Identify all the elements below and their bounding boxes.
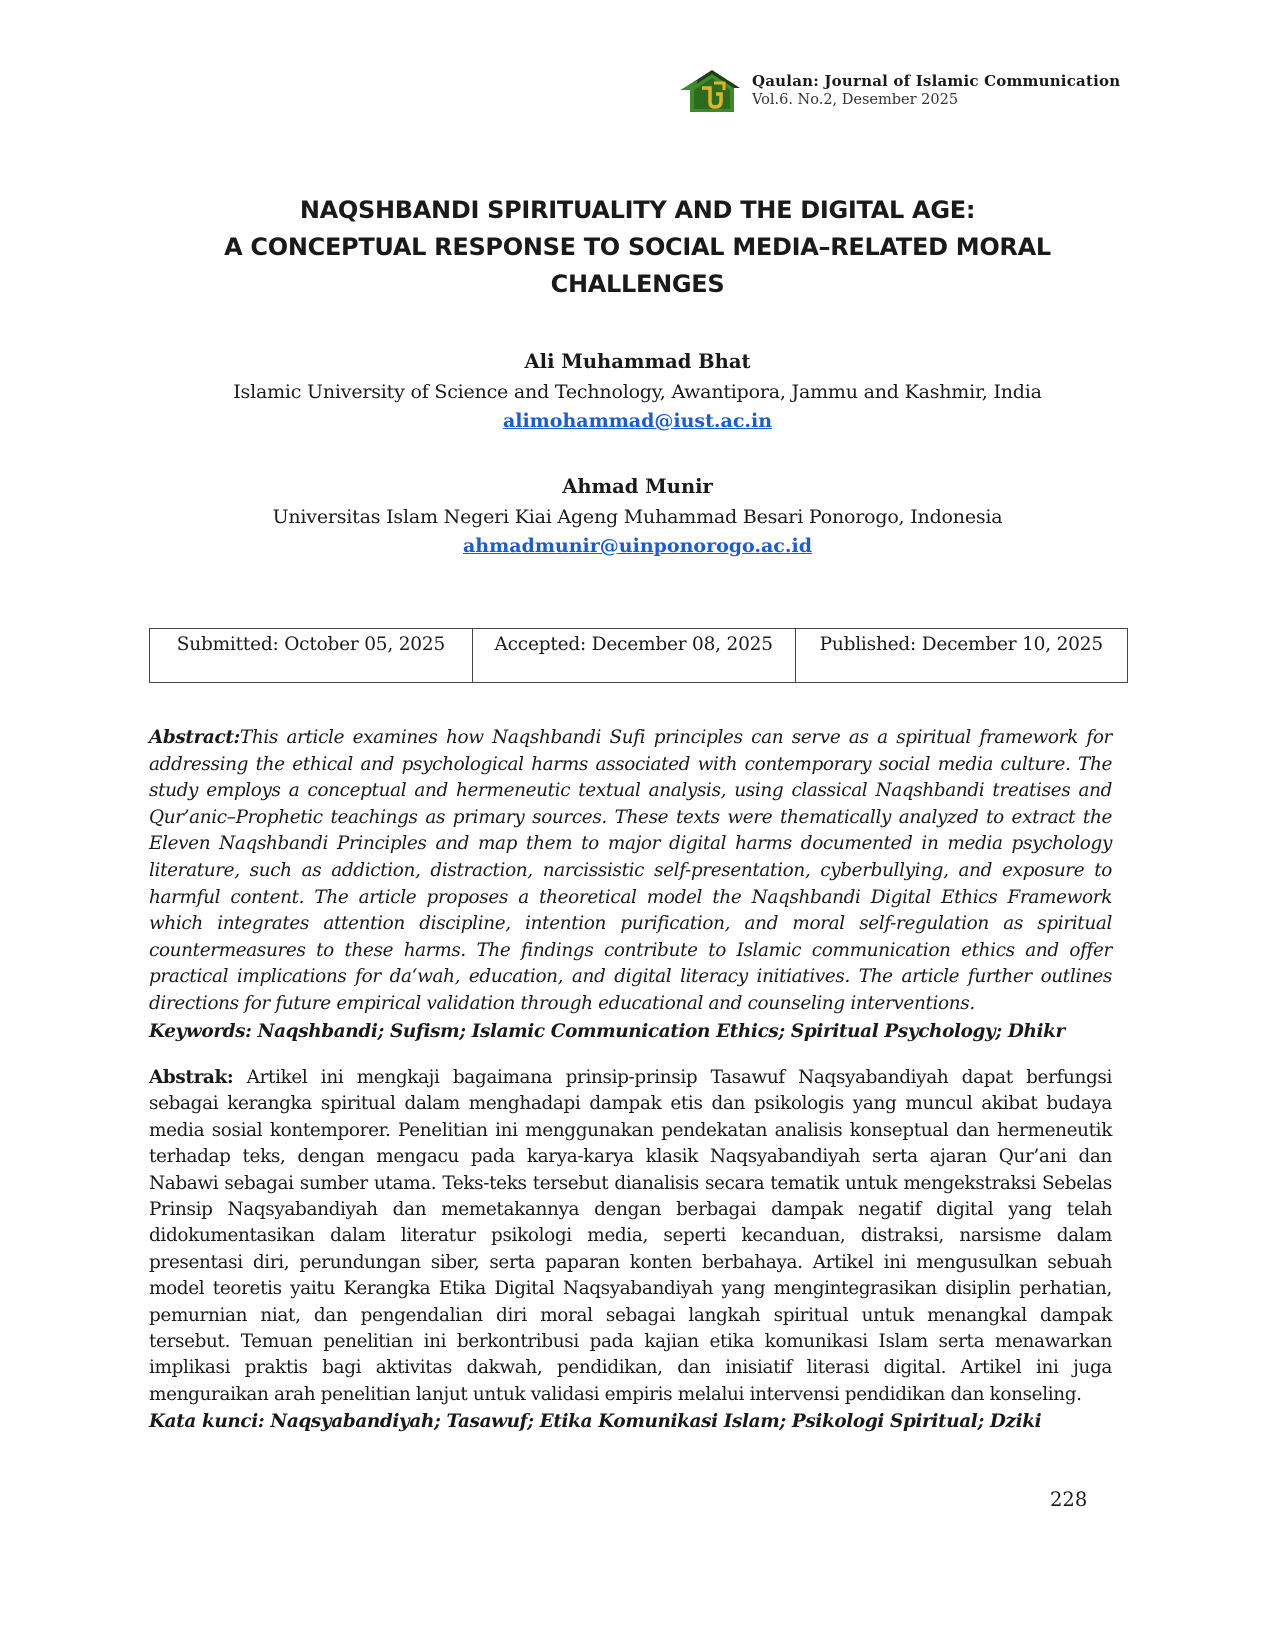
journal-volume: Vol.6. No.2, Desember 2025: [752, 92, 959, 108]
page-number: 228: [1050, 1488, 1088, 1511]
abstrak-label: Abstrak:: [149, 1067, 234, 1088]
article-title: [150, 192, 1125, 303]
title-line: A CONCEPTUAL RESPONSE TO SOCIAL MEDIA–RELATED MORAL: [224, 233, 1051, 261]
author-email-link[interactable]: ahmadmunir@uinponorogo.ac.id: [463, 535, 812, 557]
author-affiliation: Islamic University of Science and Technology, Awantipora, Jammu and Kashmir, India: [233, 381, 1042, 403]
journal-header: [680, 66, 1160, 120]
title-line: CHALLENGES: [550, 270, 725, 298]
journal-title: Qaulan: Journal of Islamic Communication: [752, 72, 1121, 90]
abstrak-text: Artikel ini mengkaji bagaimana prinsip-prinsip Tasawuf Naqsyabandiyah dapat berfungsi sebagai kerangka spiritual dalam menghadapi dampak etis dan psikologis yang muncul akibat budaya media sosial kontemporer. Penelitian ini menggunakan pendekatan analisis konseptual dan hermeneutik terhadap teks, dengan mengacu pada karya-karya klasik Naqsyabandiyah serta ajaran Qur’ani dan Nabawi sebagai sumber utama. Teks-teks tersebut dianalisis secara tematik untuk mengekstraksi Sebelas Prinsip Naqsyabandiyah dan memetakannya dengan berbagai dampak negatif digital yang telah didokumentasikan dalam literatur psikologi media, seperti kecanduan, distraksi, narsisme dalam presentasi diri, perundungan siber, serta paparan konten berbahaya. Artikel ini mengusulkan sebuah model teoretis yaitu Kerangka Etika Digital Naqsyabandiyah yang mengintegrasikan disiplin perhatian, pemurnian niat, dan pengendalian diri moral sebagai langkah spiritual untuk menangkal dampak tersebut. Temuan penelitian ini berkontribusi pada kajian etika komunikasi Islam serta menawarkan implikasi praktis bagi aktivitas dakwah, pendidikan, dan inisiatif literasi digital. Artikel ini juga menguraikan arah penelitian lanjut untuk validasi empiris melalui intervensi pendidikan dan konseling.: [149, 1067, 1112, 1405]
abstract-indonesian: [149, 1065, 1112, 1436]
kata-kunci: Kata kunci: Naqsyabandiyah; Tasawuf; Etika Komunikasi Islam; Psikologi Spiritual; Dziki: [149, 1411, 1042, 1433]
author-block: [150, 347, 1125, 435]
abstrak-body: [149, 1065, 1112, 1408]
author-block: [150, 472, 1125, 560]
abstract-text: This article examines how Naqshbandi Sufi principles can serve as a spiritual framework for addressing the ethical and psychological harms associated with contemporary social media culture. The study employs a conceptual and hermeneutic textual analysis, using classical Naqshbandi treatises and Qur’anic–Prophetic teachings as primary sources. These texts were thematically analyzed to extract the Eleven Naqshbandi Principles and map them to major digital harms documented in media psychology literature, such as addiction, distraction, narcissistic self-presentation, cyberbullying, and exposure to harmful content. The article proposes a theoretical model the Naqshbandi Digital Ethics Framework which integrates attention discipline, intention purification, and moral self-regulation as spiritual countermeasures to these harms. The findings contribute to Islamic communication ethics and offer practical implications for da‘wah, education, and digital literacy initiatives. The article further outlines directions for future empirical validation through educational and counseling interventions.: [149, 727, 1112, 1014]
keywords: Keywords: Naqshbandi; Sufism; Islamic Communication Ethics; Spiritual Psychology; Dhikr: [149, 1020, 1065, 1042]
author-email-link[interactable]: alimohammad@iust.ac.in: [502, 410, 773, 432]
published-date: Published: December 10, 2025: [795, 629, 1127, 683]
submitted-date: Submitted: October 05, 2025: [150, 629, 473, 683]
accepted-date: Accepted: December 08, 2025: [472, 629, 795, 683]
author-name: Ahmad Munir: [562, 475, 713, 498]
submission-dates-table: [149, 628, 1128, 683]
journal-logo-icon: [680, 66, 744, 118]
author-affiliation: Universitas Islam Negeri Kiai Ageng Muhammad Besari Ponorogo, Indonesia: [272, 506, 1003, 528]
abstract-body: [149, 725, 1112, 1018]
author-name: Ali Muhammad Bhat: [524, 350, 751, 373]
abstract-label: Abstract:: [149, 727, 240, 748]
title-line: NAQSHBANDI SPIRITUALITY AND THE DIGITAL AGE:: [299, 196, 976, 224]
abstract-english: [149, 725, 1112, 1046]
